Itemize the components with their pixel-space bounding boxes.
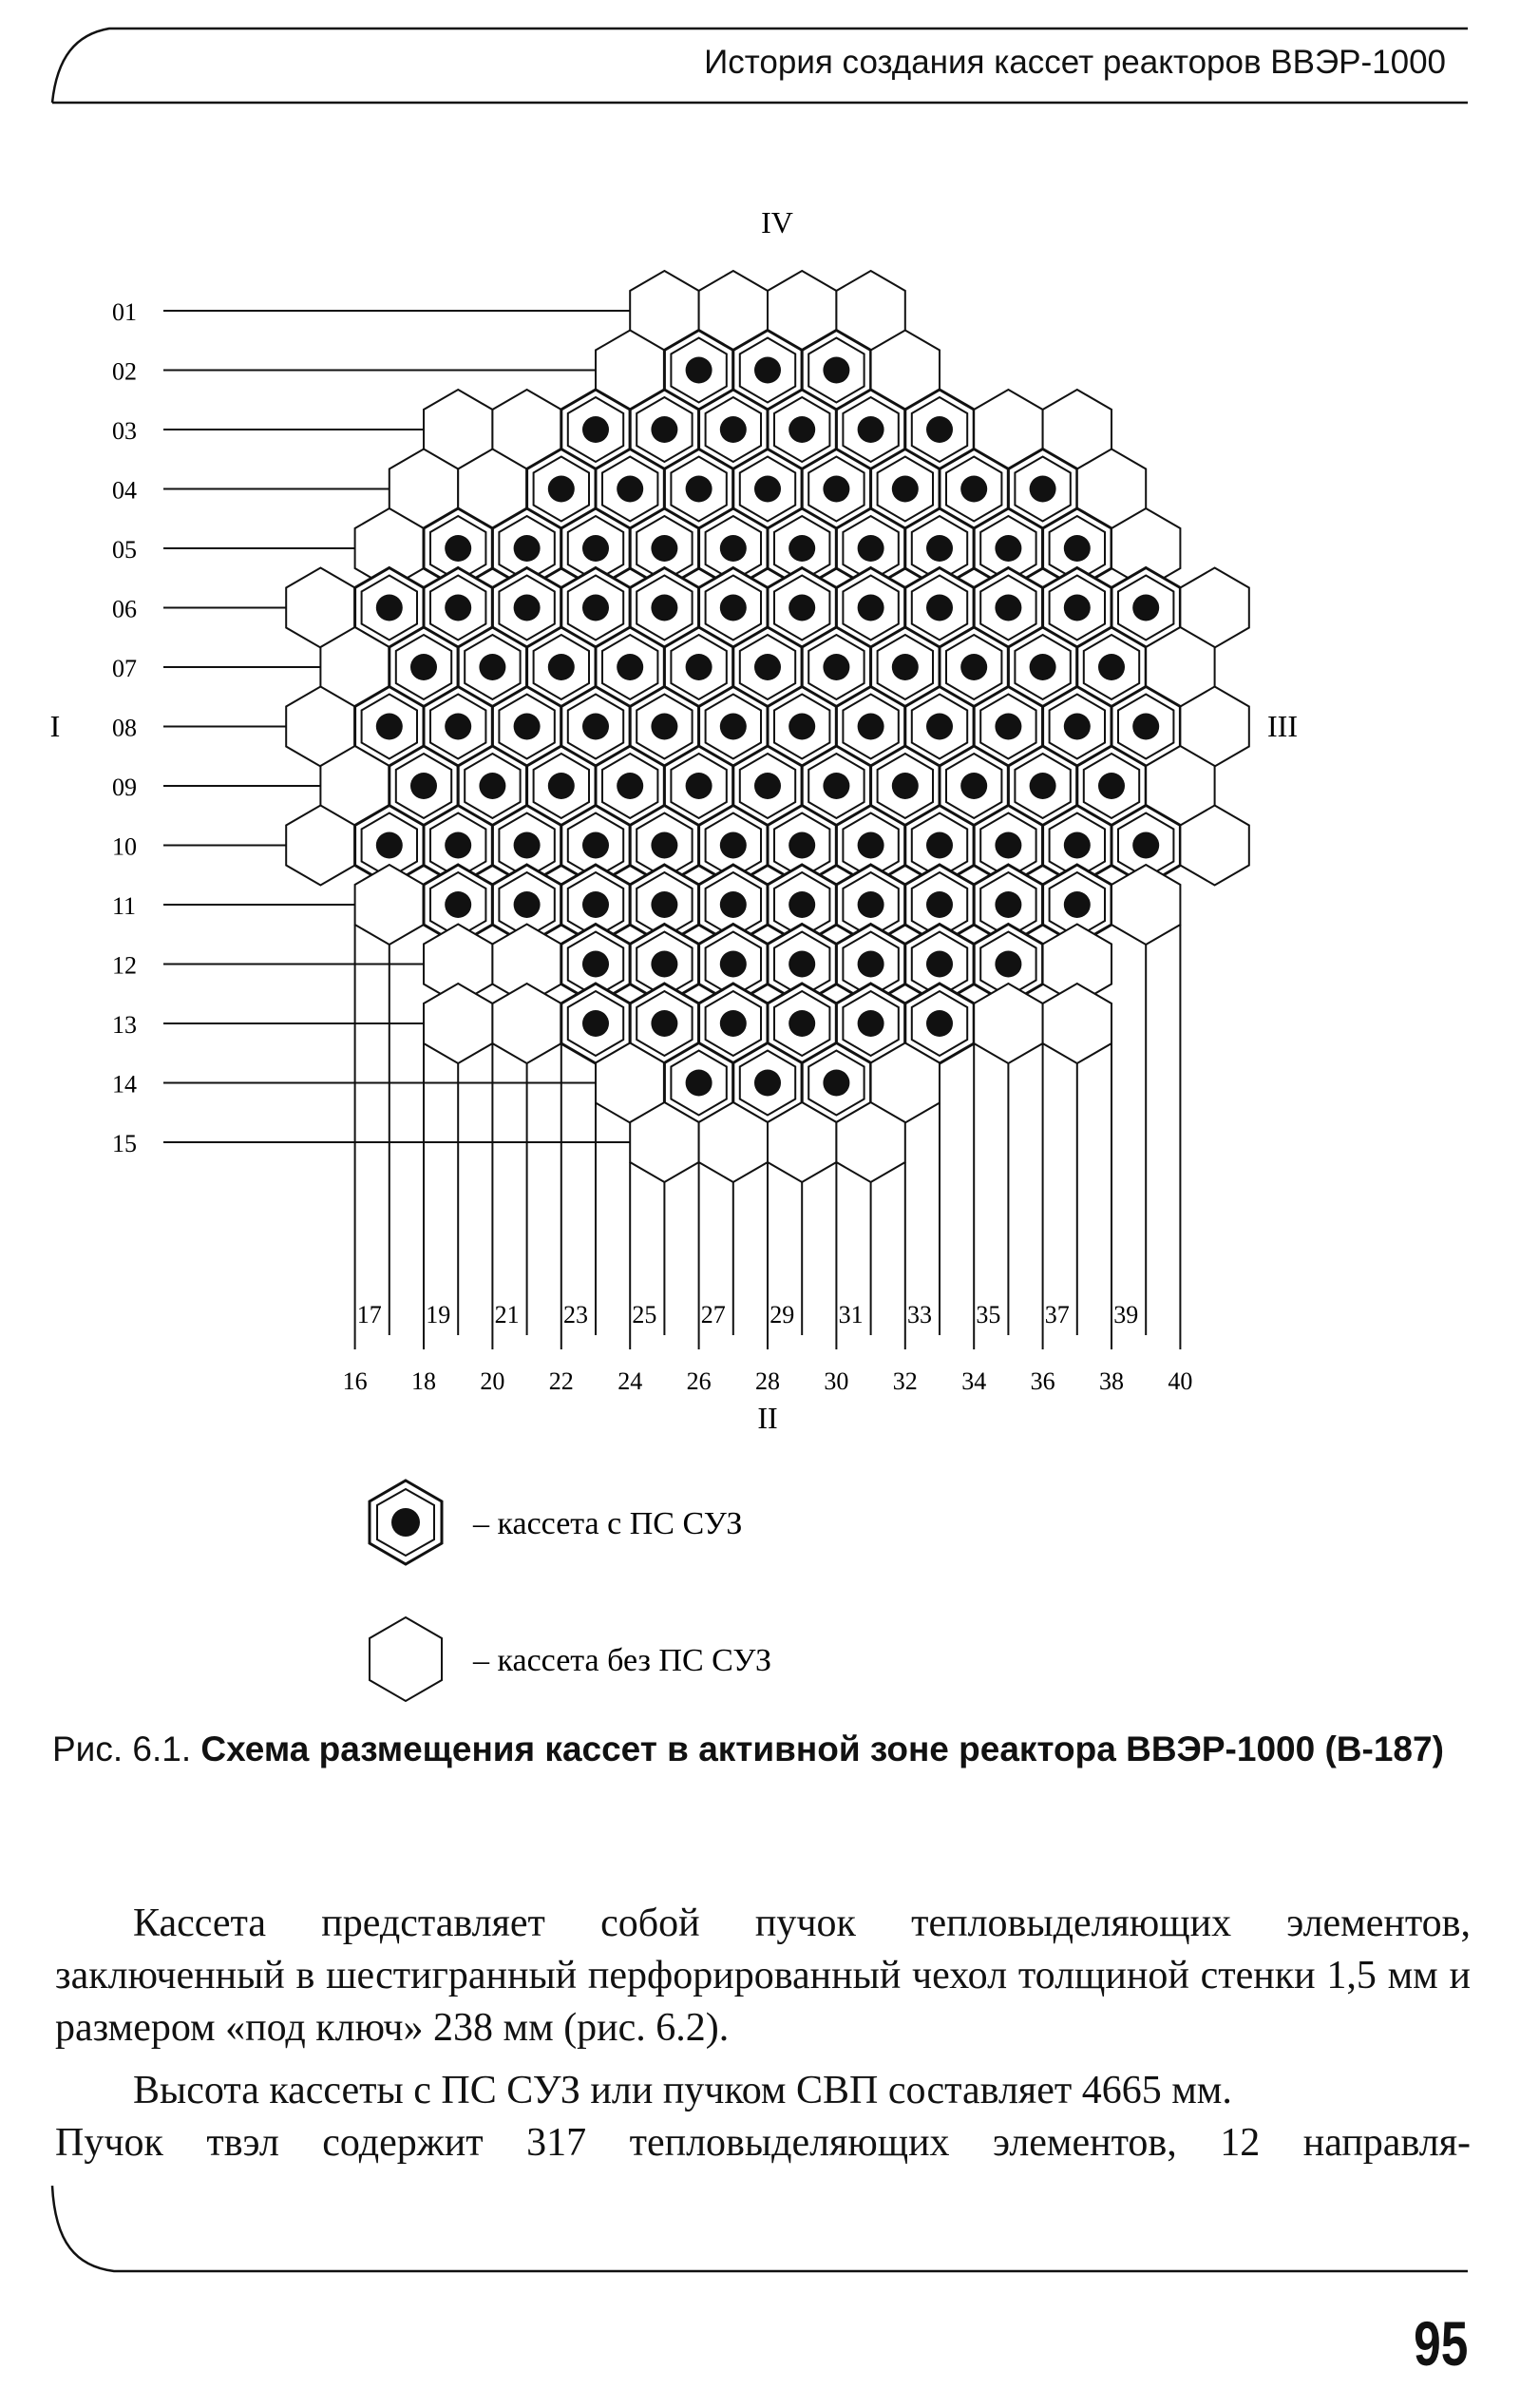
legend-item-without-rod	[370, 1617, 771, 1701]
control-rod-icon	[823, 476, 849, 503]
control-rod-icon	[995, 832, 1021, 859]
assembly-grid	[286, 271, 1249, 1182]
control-rod-icon	[445, 832, 471, 859]
control-rod-icon	[651, 1010, 677, 1037]
assembly-without-rod	[974, 984, 1042, 1063]
control-rod-icon	[926, 714, 953, 740]
control-rod-icon	[754, 654, 781, 680]
control-rod-icon	[514, 714, 541, 740]
column-label-upper: 23	[563, 1301, 588, 1328]
control-rod-icon	[1030, 476, 1056, 503]
caption-prefix: Рис. 6.1.	[52, 1730, 192, 1768]
assembly-without-rod	[424, 984, 492, 1063]
control-rod-icon	[651, 535, 677, 562]
control-rod-icon	[1132, 832, 1159, 859]
control-rod-icon	[926, 595, 953, 621]
control-rod-icon	[686, 1070, 712, 1097]
control-rod-icon	[858, 1010, 884, 1037]
row-label: 12	[112, 951, 137, 980]
control-rod-icon	[788, 951, 815, 978]
control-rod-icon	[582, 891, 609, 918]
control-rod-icon	[788, 595, 815, 621]
control-rod-icon	[1030, 773, 1056, 799]
control-rod-icon	[926, 951, 953, 978]
row-label: 11	[112, 892, 137, 920]
column-label-upper: 33	[907, 1301, 932, 1328]
control-rod-icon	[651, 416, 677, 443]
row-label: 09	[112, 774, 137, 801]
column-label-lower: 36	[1030, 1367, 1055, 1395]
paragraph-1: Кассета представляет собой пучок тепловыделяющих элементов, заключенный в шестигранный перфорированный чехол толщиной стенки 1,5 мм и размером «под ключ» 238 мм (рис. 6.2).	[55, 1902, 1471, 2050]
legend-label-with-rod: – кассета с ПС СУЗ	[473, 1506, 743, 1541]
control-rod-icon	[960, 476, 987, 503]
assembly-without-rod	[1112, 865, 1180, 945]
control-rod-icon	[651, 714, 677, 740]
control-rod-icon	[548, 654, 575, 680]
control-rod-icon	[1064, 891, 1091, 918]
control-rod-icon	[995, 595, 1021, 621]
control-rod-icon	[548, 476, 575, 503]
control-rod-icon	[445, 595, 471, 621]
control-rod-icon	[858, 535, 884, 562]
column-label-lower: 20	[480, 1367, 505, 1395]
control-rod-icon	[960, 654, 987, 680]
column-label-upper: 25	[632, 1301, 657, 1328]
control-rod-icon	[514, 891, 541, 918]
row-label: 07	[112, 655, 137, 682]
control-rod-icon	[686, 357, 712, 384]
control-rod-icon	[995, 535, 1021, 562]
figure-caption	[52, 1726, 1468, 1773]
control-rod-icon	[926, 891, 953, 918]
row-label: 06	[112, 595, 137, 623]
control-rod-icon	[651, 832, 677, 859]
sector-label-top: IV	[761, 205, 793, 239]
control-rod-icon	[720, 535, 747, 562]
control-rod-icon	[376, 832, 403, 859]
control-rod-icon	[582, 535, 609, 562]
control-rod-icon	[892, 773, 919, 799]
column-label-lower: 34	[961, 1367, 987, 1395]
control-rod-icon	[479, 773, 505, 799]
control-rod-icon	[858, 714, 884, 740]
control-rod-icon	[720, 416, 747, 443]
sector-label-left: I	[49, 709, 61, 743]
row-label: 04	[112, 476, 137, 505]
control-rod-icon	[617, 773, 643, 799]
control-rod-icon	[788, 535, 815, 562]
control-rod-icon	[788, 891, 815, 918]
control-rod-icon	[445, 714, 471, 740]
control-rod-icon	[410, 654, 437, 680]
control-rod-icon	[1098, 654, 1125, 680]
assembly-without-rod	[492, 984, 560, 1063]
control-rod-icon	[892, 476, 919, 503]
control-rod-icon	[651, 891, 677, 918]
control-rod-icon	[686, 654, 712, 680]
column-label-upper: 27	[700, 1301, 726, 1328]
control-rod-icon	[823, 1070, 849, 1097]
control-rod-icon	[720, 891, 747, 918]
control-rod-icon	[788, 714, 815, 740]
control-rod-icon	[823, 773, 849, 799]
control-rod-icon	[788, 1010, 815, 1037]
control-rod-icon	[651, 951, 677, 978]
control-rod-icon	[754, 773, 781, 799]
control-rod-icon	[582, 1010, 609, 1037]
control-rod-icon	[548, 773, 575, 799]
control-rod-icon	[582, 416, 609, 443]
control-rod-icon	[686, 773, 712, 799]
control-rod-icon	[892, 654, 919, 680]
column-label-lower: 22	[548, 1367, 574, 1395]
column-label-lower: 32	[892, 1367, 918, 1395]
control-rod-icon	[926, 832, 953, 859]
control-rod-icon	[514, 535, 541, 562]
control-rod-icon	[617, 476, 643, 503]
column-label-upper: 21	[494, 1301, 520, 1328]
column-label-upper: 29	[770, 1301, 795, 1328]
column-label-lower: 30	[824, 1367, 849, 1395]
control-rod-icon	[445, 891, 471, 918]
control-rod-icon	[788, 416, 815, 443]
control-rod-icon	[926, 535, 953, 562]
column-label-upper: 39	[1113, 1301, 1139, 1328]
column-label-lower: 18	[411, 1367, 436, 1395]
row-label: 05	[112, 536, 137, 564]
control-rod-icon	[926, 416, 953, 443]
row-label: 02	[112, 357, 137, 386]
caption-title: Схема размещения кассет в активной зоне реактора ВВЭР-1000 (В-187)	[200, 1730, 1444, 1768]
control-rod-icon	[1064, 714, 1091, 740]
legend-label-without-rod: – кассета без ПС СУЗ	[473, 1643, 772, 1678]
control-rod-icon	[582, 951, 609, 978]
control-rod-icon	[445, 535, 471, 562]
control-rod-icon	[960, 773, 987, 799]
control-rod-icon	[1098, 773, 1125, 799]
control-rod-icon	[391, 1508, 420, 1537]
control-rod-icon	[1132, 714, 1159, 740]
control-rod-icon	[926, 1010, 953, 1037]
control-rod-icon	[823, 654, 849, 680]
control-rod-icon	[720, 714, 747, 740]
paragraph-2-line-1: Высота кассеты с ПС СУЗ или пучком СВП составляет 4665 мм.	[133, 2069, 1232, 2112]
control-rod-icon	[720, 1010, 747, 1037]
column-label-upper: 31	[838, 1301, 864, 1328]
column-label-upper: 37	[1044, 1301, 1070, 1328]
control-rod-icon	[514, 595, 541, 621]
control-rod-icon	[823, 357, 849, 384]
control-rod-icon	[995, 714, 1021, 740]
row-label: 14	[112, 1070, 137, 1099]
control-rod-icon	[686, 476, 712, 503]
legend-item-with-rod	[370, 1481, 742, 1564]
control-rod-icon	[858, 891, 884, 918]
row-label: 03	[112, 417, 137, 445]
control-rod-icon	[858, 416, 884, 443]
control-rod-icon	[720, 951, 747, 978]
control-rod-icon	[1132, 595, 1159, 621]
control-rod-icon	[720, 832, 747, 859]
control-rod-icon	[410, 773, 437, 799]
page-number: 95	[1413, 2308, 1468, 2379]
control-rod-icon	[582, 595, 609, 621]
control-rod-icon	[1064, 832, 1091, 859]
column-label-upper: 35	[976, 1301, 1001, 1328]
control-rod-icon	[376, 595, 403, 621]
row-label: 13	[112, 1011, 137, 1039]
control-rod-icon	[788, 832, 815, 859]
control-rod-icon	[582, 832, 609, 859]
assembly-without-rod	[355, 865, 424, 945]
control-rod-icon	[995, 951, 1021, 978]
column-label-lower: 16	[342, 1367, 368, 1395]
row-label: 01	[112, 298, 137, 326]
column-label-lower: 26	[686, 1367, 712, 1395]
control-rod-icon	[858, 832, 884, 859]
sector-label-bottom: II	[757, 1401, 778, 1435]
control-rod-icon	[514, 832, 541, 859]
control-rod-icon	[479, 654, 505, 680]
control-rod-icon	[582, 714, 609, 740]
column-label-lower: 40	[1168, 1367, 1193, 1395]
control-rod-icon	[754, 357, 781, 384]
column-label-lower: 38	[1099, 1367, 1124, 1395]
assembly-without-rod	[1043, 984, 1112, 1063]
control-rod-icon	[858, 595, 884, 621]
column-label-lower: 28	[755, 1367, 780, 1395]
running-header: История создания кассет реакторов ВВЭР-1000	[704, 44, 1446, 81]
control-rod-icon	[1030, 654, 1056, 680]
control-rod-icon	[720, 595, 747, 621]
row-label: 10	[112, 832, 137, 861]
column-label-upper: 17	[356, 1301, 382, 1328]
control-rod-icon	[754, 476, 781, 503]
control-rod-icon	[754, 1070, 781, 1097]
column-label-upper: 19	[426, 1301, 451, 1328]
control-rod-icon	[1064, 535, 1091, 562]
control-rod-icon	[1064, 595, 1091, 621]
control-rod-icon	[617, 654, 643, 680]
row-label: 15	[112, 1130, 137, 1157]
control-rod-icon	[651, 595, 677, 621]
legend-hex-empty-icon	[370, 1617, 442, 1701]
control-rod-icon	[995, 891, 1021, 918]
column-label-lower: 24	[618, 1367, 643, 1395]
sector-label-right: III	[1267, 709, 1298, 743]
row-label: 08	[112, 714, 137, 742]
control-rod-icon	[858, 951, 884, 978]
paragraph-2	[55, 2065, 1471, 2169]
control-rod-icon	[376, 714, 403, 740]
paragraph-2-line-2: Пучок твэл содержит 317 тепловыделяющих элементов, 12 направля-	[55, 2121, 1471, 2165]
